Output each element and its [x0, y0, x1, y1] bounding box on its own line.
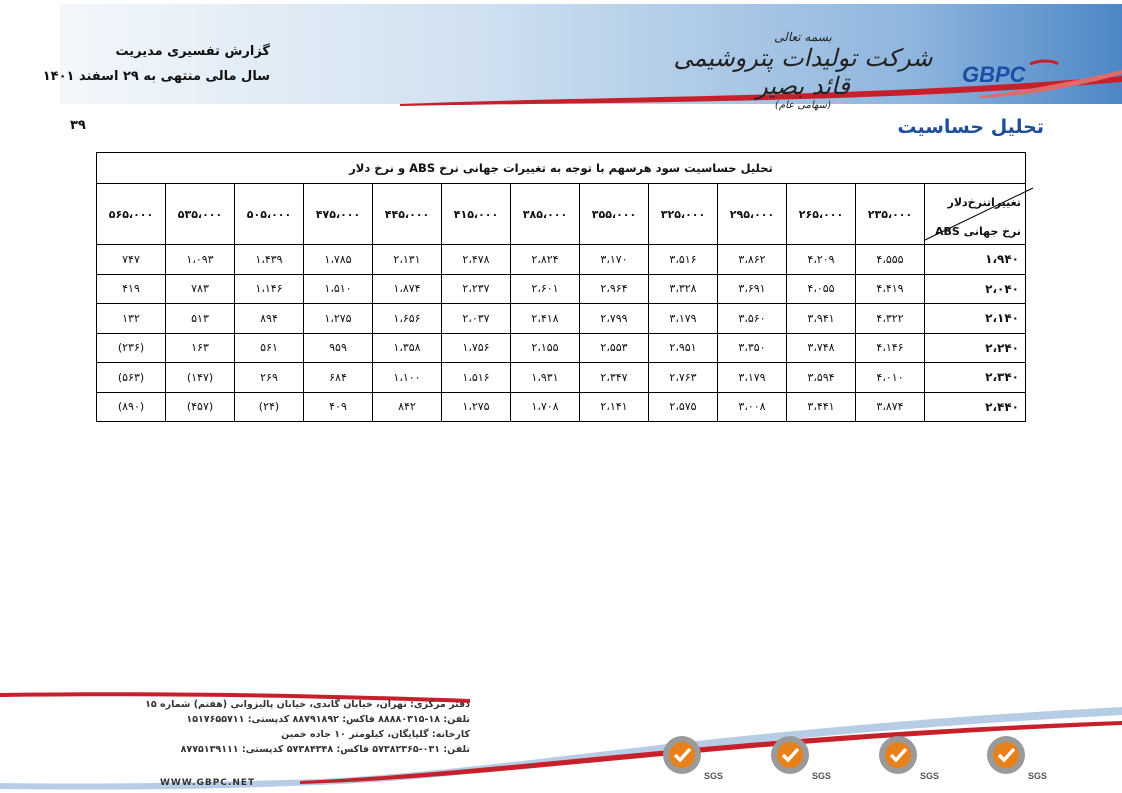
certification-check-icon — [644, 733, 724, 781]
eps-value-cell: ۲،۹۶۴ — [580, 274, 649, 304]
abs-rate-cell: ۲،۰۴۰ — [925, 274, 1026, 304]
eps-value-cell: ۳،۰۰۸ — [718, 392, 787, 422]
table-row — [97, 363, 1026, 393]
svg-text:GBPC: GBPC — [962, 62, 1026, 87]
eps-value-cell: ۱،۷۸۵ — [304, 245, 373, 275]
eps-value-cell: (۸۹۰) — [97, 392, 166, 422]
abs-rate-cell: ۲،۳۴۰ — [925, 363, 1026, 393]
dollar-rate-col-11: ۵۳۵،۰۰۰ — [166, 184, 235, 245]
sgs-label: SGS — [1028, 771, 1048, 781]
eps-value-cell: ۴،۴۱۹ — [856, 274, 925, 304]
sgs-label: SGS — [704, 771, 724, 781]
eps-value-cell: ۸۹۴ — [235, 304, 304, 334]
company-type: (سهامی عام) — [775, 100, 831, 111]
eps-value-cell: ۴،۱۴۶ — [856, 333, 925, 363]
eps-value-cell: ۳،۴۴۱ — [787, 392, 856, 422]
dollar-rate-col-1: ۲۳۵،۰۰۰ — [856, 184, 925, 245]
eps-value-cell: ۱،۵۱۰ — [304, 274, 373, 304]
eps-value-cell: ۳،۷۴۸ — [787, 333, 856, 363]
abs-rate-cell: ۲،۲۴۰ — [925, 333, 1026, 363]
certification-check-icon — [860, 733, 940, 781]
eps-value-cell: ۶۸۴ — [304, 363, 373, 393]
eps-value-cell: ۲۶۹ — [235, 363, 304, 393]
sgs-certification-badge — [860, 733, 940, 781]
eps-value-cell: ۲،۰۳۷ — [442, 304, 511, 334]
sgs-certification-badge — [752, 733, 832, 781]
eps-value-cell: ۴،۰۵۵ — [787, 274, 856, 304]
sgs-certification-badge — [644, 733, 724, 781]
sgs-certification-badge — [968, 733, 1048, 781]
eps-value-cell: ۱،۹۳۱ — [511, 363, 580, 393]
eps-value-cell: ۱،۷۰۸ — [511, 392, 580, 422]
company-logo — [960, 58, 1060, 90]
eps-value-cell: ۳،۳۵۰ — [718, 333, 787, 363]
eps-value-cell: ۲،۴۱۸ — [511, 304, 580, 334]
eps-value-cell: ۲،۳۴۷ — [580, 363, 649, 393]
eps-value-cell: ۱۳۲ — [97, 304, 166, 334]
eps-value-cell: ۲،۹۵۱ — [649, 333, 718, 363]
eps-value-cell: ۳،۳۲۸ — [649, 274, 718, 304]
eps-value-cell: ۲،۵۷۵ — [649, 392, 718, 422]
dollar-rate-col-2: ۲۶۵،۰۰۰ — [787, 184, 856, 245]
eps-value-cell: ۵۱۳ — [166, 304, 235, 334]
eps-value-cell: ۴،۰۱۰ — [856, 363, 925, 393]
footer-address-office: دفتر مرکزی: تهران، خیابان گاندی، خیابان پالیزوانی (هفتم) شماره ۱۵ — [145, 699, 470, 710]
table-corner-cell — [925, 184, 1026, 245]
company-name-block — [668, 30, 938, 111]
eps-value-cell: ۱،۲۷۵ — [442, 392, 511, 422]
dollar-rate-col-3: ۲۹۵،۰۰۰ — [718, 184, 787, 245]
eps-value-cell: (۴۵۷) — [166, 392, 235, 422]
table-row — [97, 274, 1026, 304]
table-header-row — [97, 184, 1026, 245]
table-row — [97, 333, 1026, 363]
certification-check-icon — [752, 733, 832, 781]
company-name: شرکت تولیدات پتروشیمی قائد بصیر — [673, 44, 933, 100]
eps-value-cell: ۸۴۲ — [373, 392, 442, 422]
eps-value-cell: ۲،۲۳۷ — [442, 274, 511, 304]
eps-value-cell: ۳،۱۷۰ — [580, 245, 649, 275]
eps-value-cell: ۱،۱۴۶ — [235, 274, 304, 304]
eps-value-cell: ۴۱۹ — [97, 274, 166, 304]
dollar-rate-col-10: ۵۰۵،۰۰۰ — [235, 184, 304, 245]
eps-value-cell: ۳،۱۷۹ — [718, 363, 787, 393]
eps-value-cell: ۳،۸۶۲ — [718, 245, 787, 275]
sensitivity-table — [96, 152, 1026, 422]
dollar-rate-col-5: ۳۵۵،۰۰۰ — [580, 184, 649, 245]
eps-value-cell: ۴،۵۵۵ — [856, 245, 925, 275]
eps-value-cell: ۲،۷۹۹ — [580, 304, 649, 334]
footer-website: WWW.GBPC.NET — [160, 778, 256, 788]
sgs-label: SGS — [812, 771, 832, 781]
footer-contact-office: تلفن: ۱۸-۸۸۸۸۰۳۱۵ فاکس: ۸۸۷۹۱۸۹۲ کدپستی: ۱۵۱۷۶۵۵۷۱۱ — [186, 714, 470, 725]
eps-value-cell: ۳،۹۴۱ — [787, 304, 856, 334]
corner-label-dollar: تغییراتنرخ‌دلار — [947, 196, 1021, 209]
sgs-label: SGS — [920, 771, 940, 781]
footer-address-factory: کارخانه: گلپایگان، کیلومتر ۱۰ جاده خمین — [281, 729, 470, 740]
eps-value-cell: ۱،۱۰۰ — [373, 363, 442, 393]
eps-value-cell: ۲،۵۵۳ — [580, 333, 649, 363]
dollar-rate-col-7: ۴۱۵،۰۰۰ — [442, 184, 511, 245]
eps-value-cell: (۵۶۳) — [97, 363, 166, 393]
eps-value-cell: ۱،۸۷۴ — [373, 274, 442, 304]
eps-value-cell: ۱،۰۹۳ — [166, 245, 235, 275]
eps-value-cell: ۳،۵۶۰ — [718, 304, 787, 334]
eps-value-cell: ۱،۴۳۹ — [235, 245, 304, 275]
report-subtitle: سال مالی منتهی به ۲۹ اسفند ۱۴۰۱ — [42, 69, 270, 84]
eps-value-cell: ۱،۲۷۵ — [304, 304, 373, 334]
abs-rate-cell: ۱،۹۴۰ — [925, 245, 1026, 275]
eps-value-cell: ۴۰۹ — [304, 392, 373, 422]
dollar-rate-col-6: ۳۸۵،۰۰۰ — [511, 184, 580, 245]
dollar-rate-col-4: ۳۲۵،۰۰۰ — [649, 184, 718, 245]
besmeh-text: بسمه تعالی — [774, 30, 832, 44]
eps-value-cell: (۱۴۷) — [166, 363, 235, 393]
table-row — [97, 304, 1026, 334]
eps-value-cell: ۲،۷۶۳ — [649, 363, 718, 393]
eps-value-cell: ۵۶۱ — [235, 333, 304, 363]
report-title: گزارش تفسیری مدیریت — [115, 44, 270, 59]
section-title: تحلیل حساسیت — [897, 116, 1044, 138]
table-row — [97, 392, 1026, 422]
eps-value-cell: ۴،۳۲۲ — [856, 304, 925, 334]
eps-value-cell: ۳،۵۹۴ — [787, 363, 856, 393]
dollar-rate-col-9: ۴۷۵،۰۰۰ — [304, 184, 373, 245]
eps-value-cell: ۱،۵۱۶ — [442, 363, 511, 393]
eps-value-cell: ۷۴۷ — [97, 245, 166, 275]
certification-check-icon — [968, 733, 1048, 781]
eps-value-cell: ۳،۵۱۶ — [649, 245, 718, 275]
eps-value-cell: ۹۵۹ — [304, 333, 373, 363]
table-body — [97, 245, 1026, 422]
eps-value-cell: ۲،۱۴۱ — [580, 392, 649, 422]
page-number: ۳۹ — [70, 118, 86, 133]
eps-value-cell: (۲۴) — [235, 392, 304, 422]
abs-rate-cell: ۲،۱۴۰ — [925, 304, 1026, 334]
eps-value-cell: (۲۳۶) — [97, 333, 166, 363]
eps-value-cell: ۲،۶۰۱ — [511, 274, 580, 304]
dollar-rate-col-12: ۵۶۵،۰۰۰ — [97, 184, 166, 245]
eps-value-cell: ۱،۳۵۸ — [373, 333, 442, 363]
eps-value-cell: ۱۶۳ — [166, 333, 235, 363]
corner-label-abs: نرخ جهانی ABS — [935, 225, 1021, 238]
eps-value-cell: ۳،۶۹۱ — [718, 274, 787, 304]
eps-value-cell: ۲،۸۲۴ — [511, 245, 580, 275]
abs-rate-cell: ۲،۴۴۰ — [925, 392, 1026, 422]
eps-value-cell: ۴،۲۰۹ — [787, 245, 856, 275]
table-row — [97, 245, 1026, 275]
eps-value-cell: ۷۸۳ — [166, 274, 235, 304]
eps-value-cell: ۲،۱۵۵ — [511, 333, 580, 363]
eps-value-cell: ۱،۷۵۶ — [442, 333, 511, 363]
footer-contact-factory: تلفن: ۰۳۱-۵۷۳۸۲۳۶۵ فاکس: ۵۷۳۸۴۳۴۸ کدپستی: ۸۷۷۵۱۳۹۱۱۱ — [180, 744, 470, 755]
eps-value-cell: ۳،۱۷۹ — [649, 304, 718, 334]
dollar-rate-col-8: ۴۴۵،۰۰۰ — [373, 184, 442, 245]
eps-value-cell: ۲،۴۷۸ — [442, 245, 511, 275]
eps-value-cell: ۱،۶۵۶ — [373, 304, 442, 334]
eps-value-cell: ۲،۱۳۱ — [373, 245, 442, 275]
eps-value-cell: ۳،۸۷۴ — [856, 392, 925, 422]
table-caption: تحلیل حساسیت سود هرسهم با توجه به تغییرات جهانی نرخ ABS و نرخ دلار — [97, 153, 1026, 184]
